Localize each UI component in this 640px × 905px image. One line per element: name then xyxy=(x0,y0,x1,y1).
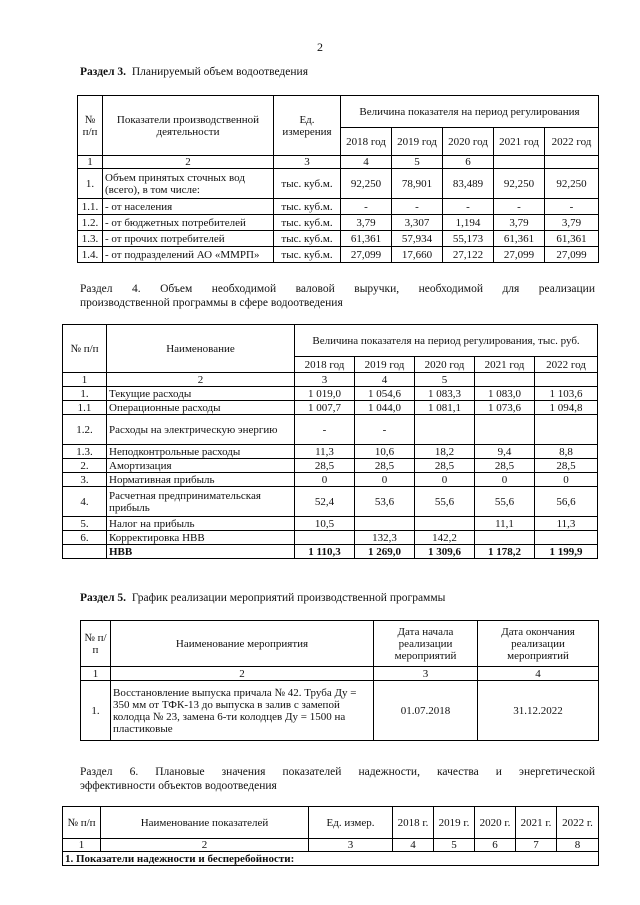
row-name: НВВ xyxy=(107,545,295,559)
row-value: 3,307 xyxy=(392,215,443,231)
reliability-section-row: 1. Показатели надежности и бесперебойности: xyxy=(63,852,599,866)
row-value: 0 xyxy=(475,473,535,487)
row-value: 1,194 xyxy=(443,215,494,231)
row-value: - xyxy=(355,415,415,445)
index-cell: 3 xyxy=(274,156,341,169)
row-num: 4. xyxy=(63,487,107,517)
s5-header-start: Дата начала реализации мероприятий xyxy=(374,621,478,667)
row-value: 92,250 xyxy=(494,169,545,199)
s6-header-year: 2021 г. xyxy=(516,807,557,839)
row-value: 28,5 xyxy=(355,459,415,473)
row-value xyxy=(415,415,475,445)
s6-header-year: 2018 г. xyxy=(393,807,434,839)
index-cell: 2 xyxy=(101,839,309,852)
s5-header-name: Наименование мероприятия xyxy=(111,621,374,667)
section-3-title: Планируемый объем водоотведения xyxy=(131,66,308,78)
row-value: 11,1 xyxy=(475,517,535,531)
row-value: 17,660 xyxy=(392,247,443,263)
index-cell: 1 xyxy=(81,667,111,681)
row-value: 57,934 xyxy=(392,231,443,247)
index-cell: 7 xyxy=(516,839,557,852)
row-name: Нормативная прибыль xyxy=(107,473,295,487)
row-num: 5. xyxy=(63,517,107,531)
section-4-table xyxy=(62,324,598,559)
row-unit: тыс. куб.м. xyxy=(274,215,341,231)
row-value: 1 199,9 xyxy=(535,545,598,559)
section-5-title: График реализации мероприятий производственной программы xyxy=(131,592,446,604)
row-name: Налог на прибыль xyxy=(107,517,295,531)
row-value: 52,4 xyxy=(295,487,355,517)
row-value: 132,3 xyxy=(355,531,415,545)
row-value: 18,2 xyxy=(415,445,475,459)
row-value: 28,5 xyxy=(475,459,535,473)
row-value: - xyxy=(295,415,355,445)
s3-header-unit: Ед. измерения xyxy=(274,96,341,156)
row-value: 1 094,8 xyxy=(535,401,598,415)
row-value xyxy=(295,531,355,545)
row-value: 92,250 xyxy=(341,169,392,199)
s4-header-year: 2019 год xyxy=(355,357,415,373)
row-value: 56,6 xyxy=(535,487,598,517)
s6-header-year: 2022 г. xyxy=(557,807,599,839)
row-value: 0 xyxy=(355,473,415,487)
nvv-total-row xyxy=(63,545,598,559)
row-num: 1.2. xyxy=(63,415,107,445)
row-name: Расчетная предпринимательская прибыль xyxy=(107,487,295,517)
row-name: Операционные расходы xyxy=(107,401,295,415)
s3-header-name: Показатели производственной деятельности xyxy=(103,96,274,156)
row-value: 10,6 xyxy=(355,445,415,459)
row-value: - xyxy=(494,199,545,215)
row-value: 1 269,0 xyxy=(355,545,415,559)
row-value: 1 081,1 xyxy=(415,401,475,415)
index-cell: 1 xyxy=(78,156,103,169)
s5-header-end: Дата окончания реализации мероприятий xyxy=(478,621,599,667)
row-value xyxy=(475,415,535,445)
s4-header-num: № п/п xyxy=(63,325,107,373)
section-4-heading-line1: Раздел 4. Объем необходимой валовой выручки, необходимой для реализации xyxy=(80,283,595,295)
row-value: 55,6 xyxy=(475,487,535,517)
s6-header-num: № п/п xyxy=(63,807,101,839)
s4-index-row xyxy=(63,373,598,387)
section-row xyxy=(63,852,599,866)
s4-header-name: Наименование xyxy=(107,325,295,373)
row-value: 61,361 xyxy=(341,231,392,247)
index-cell xyxy=(475,373,535,387)
s3-header-year: 2018 год xyxy=(341,128,392,156)
table-row xyxy=(78,169,599,199)
index-cell: 2 xyxy=(103,156,274,169)
index-cell: 4 xyxy=(393,839,434,852)
row-value xyxy=(535,415,598,445)
s4-header-year: 2022 год xyxy=(535,357,598,373)
s6-index-row xyxy=(63,839,599,852)
row-value: 3,79 xyxy=(341,215,392,231)
index-cell: 1 xyxy=(63,839,101,852)
row-value: 27,122 xyxy=(443,247,494,263)
row-unit: тыс. куб.м. xyxy=(274,169,341,199)
row-value: 28,5 xyxy=(415,459,475,473)
table-row xyxy=(81,681,599,741)
s3-header-year: 2020 год xyxy=(443,128,494,156)
index-cell: 3 xyxy=(374,667,478,681)
row-value: 1 083,0 xyxy=(475,387,535,401)
row-value: 1 019,0 xyxy=(295,387,355,401)
row-value: 61,361 xyxy=(545,231,599,247)
row-value: 78,901 xyxy=(392,169,443,199)
section-6-heading-line2: эффективности объектов водоотведения xyxy=(80,780,277,792)
row-name: Корректировка НВВ xyxy=(107,531,295,545)
row-value: 11,3 xyxy=(295,445,355,459)
row-num: 1. xyxy=(78,169,103,199)
row-value: 10,5 xyxy=(295,517,355,531)
row-name: Расходы на электрическую энергию xyxy=(107,415,295,445)
index-cell: 4 xyxy=(355,373,415,387)
row-value: 92,250 xyxy=(545,169,599,199)
row-num: 1. xyxy=(63,387,107,401)
index-cell xyxy=(535,373,598,387)
index-cell: 3 xyxy=(295,373,355,387)
row-value: 55,6 xyxy=(415,487,475,517)
row-value xyxy=(355,517,415,531)
index-cell xyxy=(494,156,545,169)
table-row xyxy=(78,199,599,215)
row-value xyxy=(475,531,535,545)
s6-header-year: 2020 г. xyxy=(475,807,516,839)
row-value: 8,8 xyxy=(535,445,598,459)
section-5-heading xyxy=(80,591,445,605)
table-row xyxy=(63,401,598,415)
row-value: 55,173 xyxy=(443,231,494,247)
row-value: - xyxy=(545,199,599,215)
s6-header-year: 2019 г. xyxy=(434,807,475,839)
s3-header-year: 2021 год xyxy=(494,128,545,156)
row-value: 1 110,3 xyxy=(295,545,355,559)
table-row xyxy=(63,445,598,459)
table-row xyxy=(63,487,598,517)
s3-header-year: 2019 год xyxy=(392,128,443,156)
index-cell: 6 xyxy=(443,156,494,169)
row-value: 142,2 xyxy=(415,531,475,545)
row-name: Восстановление выпуска причала № 42. Труба Ду = 350 мм от ТФК-13 до выпуска в залив с замепой колодца № 23, замена 6-ти колодцев Ду = 1500 на пластиковые xyxy=(111,681,374,741)
row-value: 27,099 xyxy=(545,247,599,263)
row-value xyxy=(535,531,598,545)
row-value: 1 309,6 xyxy=(415,545,475,559)
row-name: Объем принятых сточных вод (всего), в том числе: xyxy=(103,169,274,199)
row-value: - xyxy=(341,199,392,215)
row-value: 28,5 xyxy=(535,459,598,473)
index-cell: 5 xyxy=(392,156,443,169)
index-cell: 2 xyxy=(111,667,374,681)
index-cell: 8 xyxy=(557,839,599,852)
row-unit: тыс. куб.м. xyxy=(274,199,341,215)
s4-header-year: 2020 год xyxy=(415,357,475,373)
section-6-table xyxy=(62,806,599,866)
row-value: 0 xyxy=(295,473,355,487)
row-value: 1 178,2 xyxy=(475,545,535,559)
s5-header-num: № п/п xyxy=(81,621,111,667)
index-cell: 5 xyxy=(434,839,475,852)
row-num: 1.2. xyxy=(78,215,103,231)
row-value: 28,5 xyxy=(295,459,355,473)
page-number: 2 xyxy=(317,40,323,54)
s3-header-year: 2022 год xyxy=(545,128,599,156)
table-row xyxy=(63,473,598,487)
row-num: 1.1 xyxy=(63,401,107,415)
row-value: 1 054,6 xyxy=(355,387,415,401)
row-name: - от населения xyxy=(103,199,274,215)
table-row xyxy=(63,415,598,445)
row-value: 1 007,7 xyxy=(295,401,355,415)
row-num: 1.3. xyxy=(63,445,107,459)
row-num: 1.1. xyxy=(78,199,103,215)
row-value: 0 xyxy=(415,473,475,487)
row-name: Амортизация xyxy=(107,459,295,473)
index-cell: 6 xyxy=(475,839,516,852)
s4-header-year: 2021 год xyxy=(475,357,535,373)
s5-index-row xyxy=(81,667,599,681)
row-num: 3. xyxy=(63,473,107,487)
row-name: - от прочих потребителей xyxy=(103,231,274,247)
row-unit: тыс. куб.м. xyxy=(274,247,341,263)
row-value: 53,6 xyxy=(355,487,415,517)
section-3-heading xyxy=(80,65,308,79)
table-row xyxy=(63,531,598,545)
s6-header-unit: Ед. измер. xyxy=(309,807,393,839)
index-cell xyxy=(545,156,599,169)
row-value: - xyxy=(392,199,443,215)
row-value: 27,099 xyxy=(494,247,545,263)
row-value: 1 083,3 xyxy=(415,387,475,401)
row-value: - xyxy=(443,199,494,215)
row-value: 61,361 xyxy=(494,231,545,247)
index-cell: 3 xyxy=(309,839,393,852)
section-6-heading-line1: Раздел 6. Плановые значения показателей надежности, качества и энергетической xyxy=(80,766,595,778)
row-value: 1 103,6 xyxy=(535,387,598,401)
section-3-table xyxy=(77,95,599,263)
s4-header-value-group: Величина показателя на период регулирования, тыс. руб. xyxy=(295,325,598,357)
row-value: 11,3 xyxy=(535,517,598,531)
section-5-table xyxy=(80,620,599,741)
row-value: 1 044,0 xyxy=(355,401,415,415)
row-value: 27,099 xyxy=(341,247,392,263)
index-cell: 2 xyxy=(107,373,295,387)
row-num: 2. xyxy=(63,459,107,473)
row-value: 83,489 xyxy=(443,169,494,199)
row-end-date: 31.12.2022 xyxy=(478,681,599,741)
row-num: 1. xyxy=(81,681,111,741)
row-value: 1 073,6 xyxy=(475,401,535,415)
row-value: 3,79 xyxy=(545,215,599,231)
row-name: Текущие расходы xyxy=(107,387,295,401)
row-name: - от подразделений АО «ММРП» xyxy=(103,247,274,263)
s4-header-year: 2018 год xyxy=(295,357,355,373)
index-cell: 4 xyxy=(341,156,392,169)
row-unit: тыс. куб.м. xyxy=(274,231,341,247)
row-num: 6. xyxy=(63,531,107,545)
index-cell: 4 xyxy=(478,667,599,681)
row-num: 1.3. xyxy=(78,231,103,247)
row-num: 1.4. xyxy=(78,247,103,263)
row-value: 3,79 xyxy=(494,215,545,231)
index-cell: 1 xyxy=(63,373,107,387)
table-row xyxy=(78,215,599,231)
s3-header-num: № п/п xyxy=(78,96,103,156)
row-value: 0 xyxy=(535,473,598,487)
section-5-label: Раздел 5. xyxy=(80,592,127,604)
s3-header-value-group: Величина показателя на период регулирования xyxy=(341,96,599,128)
table-row xyxy=(63,459,598,473)
index-cell: 5 xyxy=(415,373,475,387)
section-3-label: Раздел 3. xyxy=(80,66,127,78)
table-row xyxy=(63,387,598,401)
row-name: - от бюджетных потребителей xyxy=(103,215,274,231)
row-value: 9,4 xyxy=(475,445,535,459)
s3-index-row xyxy=(78,156,599,169)
s6-header-name: Наименование показателей xyxy=(101,807,309,839)
table-row xyxy=(63,517,598,531)
table-row xyxy=(78,247,599,263)
row-num xyxy=(63,545,107,559)
table-row xyxy=(78,231,599,247)
row-start-date: 01.07.2018 xyxy=(374,681,478,741)
row-name: Неподконтрольные расходы xyxy=(107,445,295,459)
row-value xyxy=(415,517,475,531)
section-4-heading-line2: производственной программы в сфере водоотведения xyxy=(80,297,343,309)
